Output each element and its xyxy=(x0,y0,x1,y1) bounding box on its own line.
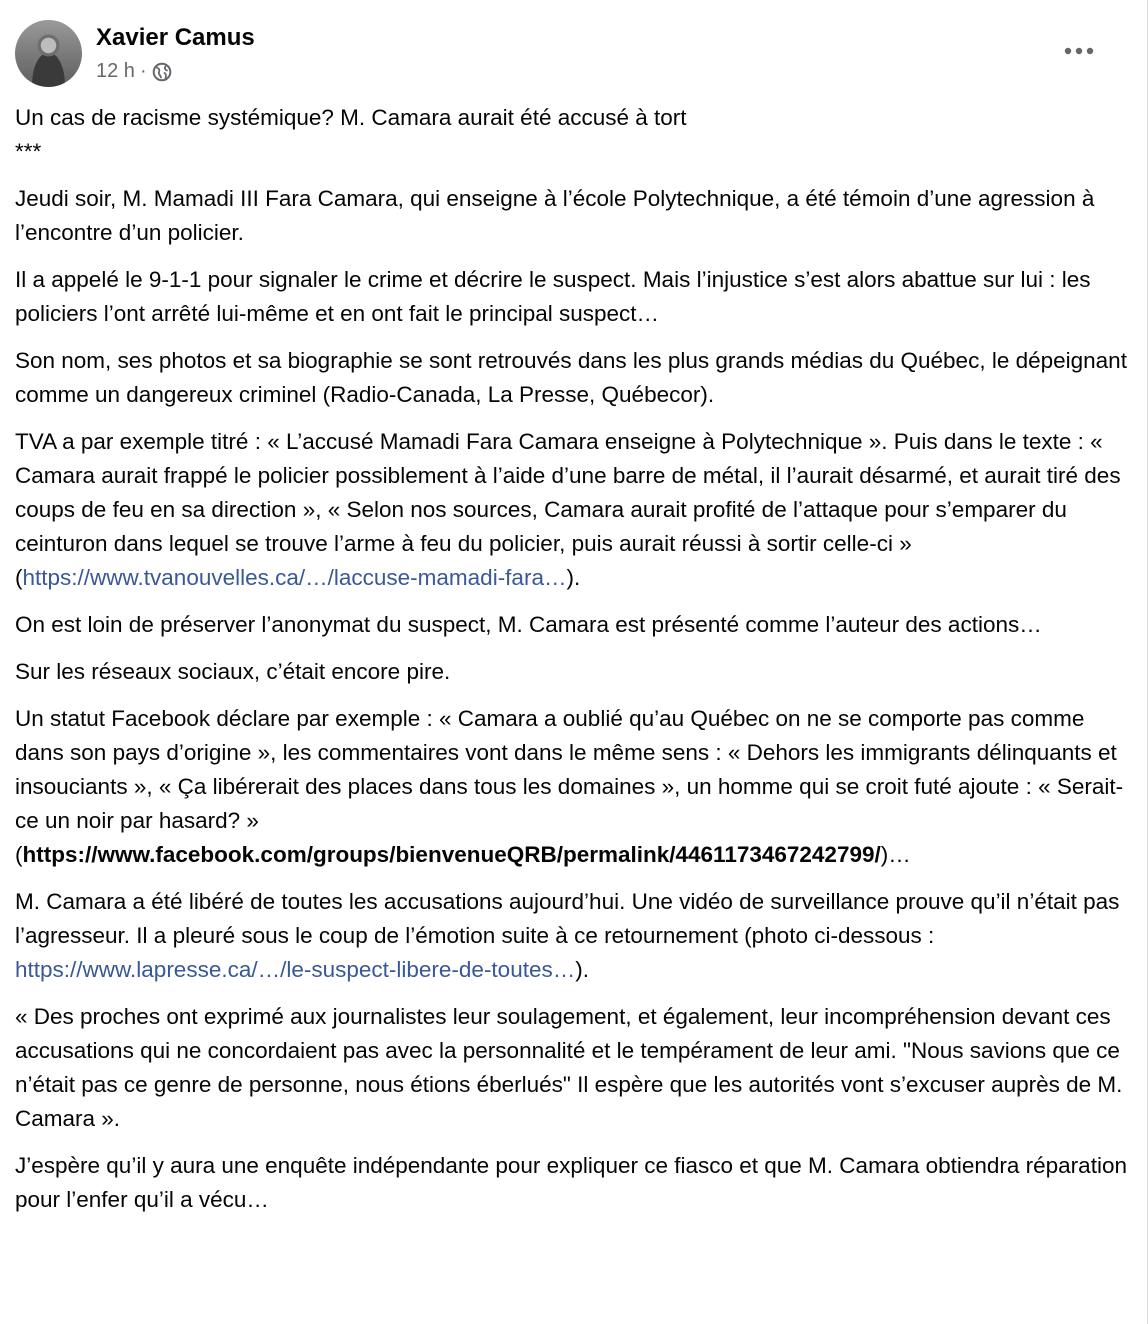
post-paragraph xyxy=(15,702,1135,872)
post-paragraph: Son nom, ses photos et sa biographie se sont retrouvés dans les plus grands médias du Québec, le dépeignant comme un dangereux criminel (Radio-Canada, La Presse, Québecor). xyxy=(15,348,1127,407)
paragraph-text: M. Camara a été libéré de toutes les accusations aujourd’hui. Une vidéo de surveillance prouve qu’il n’était pas l’agresseur. Il a pleuré sous le coup de l’émotion suite à ce retournement (photo ci-dessous : xyxy=(15,889,1120,948)
post-timestamp[interactable]: 12 h xyxy=(96,60,135,82)
author-avatar[interactable] xyxy=(15,20,82,87)
post-meta xyxy=(96,60,172,83)
post-paragraph xyxy=(15,885,1135,987)
paragraph-text: TVA a par exemple titré : « L’accusé Mamadi Fara Camara enseigne à Polytechnique ». Puis dans le texte : « Camara aurait frappé le policier possiblement à l’aide d’une barre de métal, il l’aurait désarmé, et aurait tiré des coups de feu en sa direction », « Selon nos sources, Camara aurait profité de l’attaque pour s’emparer du ceinturon dans lequel se trouve l’arme à feu du policier, puis aurait réussi à sortir celle-ci » ( xyxy=(15,429,1121,590)
meta-separator: · xyxy=(139,60,147,82)
lapresse-article-link[interactable]: https://www.lapresse.ca/…/le-suspect-libere-de-toutes… xyxy=(15,957,576,982)
more-options-icon[interactable] xyxy=(1059,34,1099,68)
paragraph-text: ). xyxy=(575,957,589,982)
post-paragraph: Il a appelé le 9-1-1 pour signaler le crime et décrire le suspect. Mais l’injustice s’est alors abattue sur lui : les policiers l’ont arrêté lui-même et en ont fait le principal suspect… xyxy=(15,267,1091,326)
post-paragraph: On est loin de préserver l’anonymat du suspect, M. Camara est présenté comme l’auteur des actions… xyxy=(15,612,1042,637)
globe-icon[interactable] xyxy=(152,62,172,82)
paragraph-text: ). xyxy=(566,565,581,590)
post-paragraph: « Des proches ont exprimé aux journalistes leur soulagement, et également, leur incompréhension devant ces accusations qui ne concordaient pas avec la personnalité et le tempérament de leur ami. "Nous savions que ce n’était pas ce genre de personne, nous étions éberlués" Il espère que les autorités vont s’excuser auprès de M. Camara ». xyxy=(15,1004,1123,1131)
post-paragraph: Sur les réseaux sociaux, c’était encore pire. xyxy=(15,659,451,684)
facebook-group-link[interactable]: https://www.facebook.com/groups/bienvenueQRB/permalink/4461173467242799/ xyxy=(22,842,881,867)
post-paragraph: J’espère qu’il y aura une enquête indépendante pour expliquer ce fiasco et que M. Camara obtiendra réparation pour l’enfer qu’il a vécu… xyxy=(15,1153,1127,1212)
post-body xyxy=(15,101,1135,1230)
post-paragraph xyxy=(15,425,1135,595)
post-paragraph: Un cas de racisme systémique? M. Camara aurait été accusé à tort xyxy=(15,105,687,130)
paragraph-text: )… xyxy=(880,842,911,867)
paragraph-text: Un statut Facebook déclare par exemple : « Camara a oublié qu’au Québec on ne se comporte pas comme dans son pays d’origine », les commentaires vont dans le même sens : « Dehors les immigrants délinquants et insouciants », « Ça libérerait des places dans tous les domaines », un homme qui se croit futé ajoute : « Serait-ce un noir par hasard? » ( xyxy=(15,706,1124,867)
post-paragraph: *** xyxy=(15,139,42,164)
author-name[interactable]: Xavier Camus xyxy=(96,24,255,51)
post-paragraph: Jeudi soir, M. Mamadi III Fara Camara, qui enseigne à l’école Polytechnique, a été témoin d’une agression à l’encontre d’un policier. xyxy=(15,186,1095,245)
tva-article-link[interactable]: https://www.tvanouvelles.ca/…/laccuse-mamadi-fara… xyxy=(22,565,567,590)
